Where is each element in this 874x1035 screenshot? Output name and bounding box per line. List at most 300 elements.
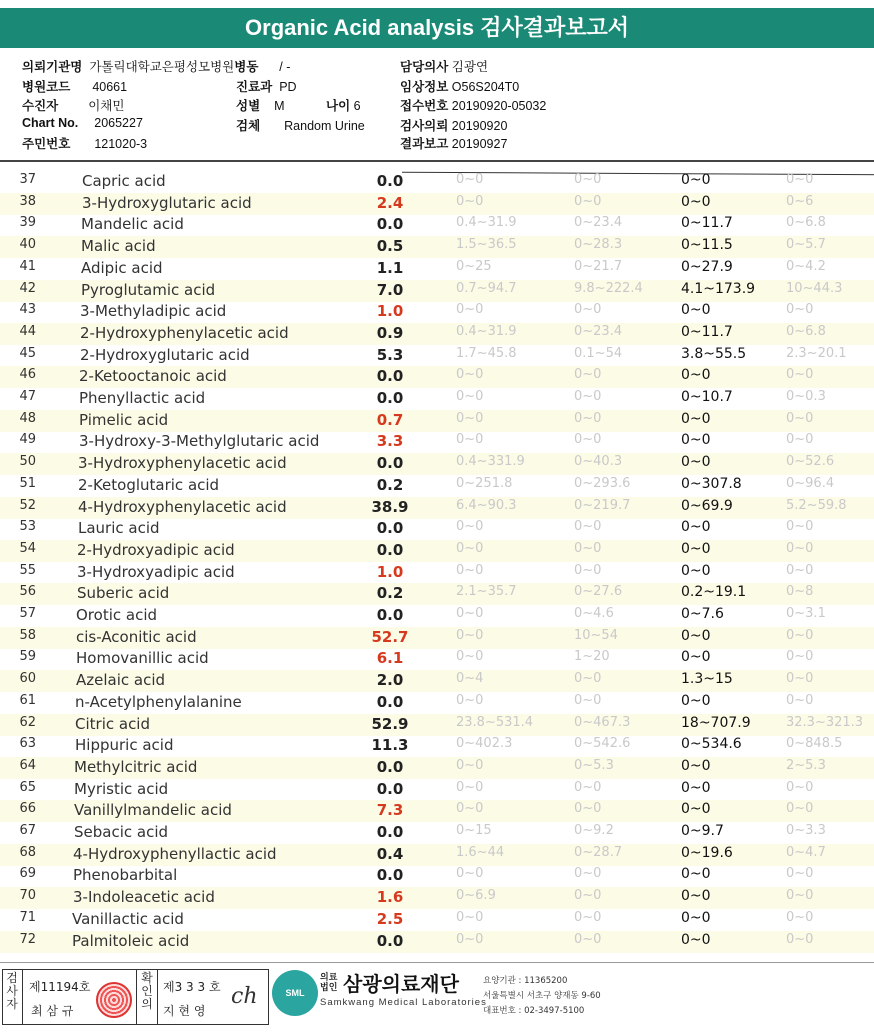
ref-range-4: 10~44.3 (786, 280, 843, 296)
result-value: 0.2 (376, 475, 404, 494)
result-value: 0.0 (376, 866, 404, 885)
ref-range-4: 0~0 (786, 562, 814, 578)
result-number: 67 (19, 823, 36, 838)
ref-range-1: 0~0 (456, 193, 484, 209)
result-row (0, 670, 874, 692)
result-value: 0.2 (376, 584, 404, 603)
ref-range-4: 32.3~321.3 (786, 714, 864, 730)
ref-range-1: 0~0 (456, 627, 484, 643)
result-row (0, 714, 874, 736)
analyte-name: Suberic acid (77, 584, 170, 603)
ref-range-1: 0~6.9 (456, 888, 496, 904)
result-number: 52 (19, 497, 36, 513)
ref-range-1: 0~0 (456, 432, 484, 448)
ref-range-2: 0~23.4 (574, 215, 623, 231)
result-number: 61 (19, 692, 36, 708)
ref-range-3: 0~534.6 (681, 736, 742, 753)
result-number: 57 (19, 606, 36, 621)
ref-range-2: 0~0 (574, 432, 602, 448)
ref-range-4: 0~52.6 (786, 454, 835, 470)
ref-range-4: 5.2~59.8 (786, 497, 847, 513)
analyte-name: Pyroglutamic acid (81, 280, 216, 299)
result-number: 70 (19, 888, 36, 904)
result-row (0, 692, 874, 714)
chart-no-info: Chart No. 2065227 (22, 116, 143, 130)
result-value: 0.0 (376, 606, 404, 624)
ref-range-4: 0~0 (786, 519, 814, 535)
signature-box (2, 969, 269, 1025)
result-value: 38.9 (371, 497, 409, 516)
result-number: 44 (19, 323, 36, 339)
age-info: 나이 6 (326, 99, 361, 113)
ref-range-3: 0~0 (681, 432, 711, 449)
ref-range-4: 0~3.3 (786, 823, 826, 838)
ref-range-2: 0~0 (574, 540, 602, 556)
result-number: 64 (19, 757, 36, 773)
ref-range-1: 0~402.3 (456, 736, 513, 752)
result-value: 1.0 (376, 562, 404, 581)
analyte-name: Vanillactic acid (72, 909, 184, 928)
ref-range-3: 0~19.6 (681, 844, 733, 861)
divider (136, 970, 137, 1024)
analyte-name: cis-Aconitic acid (76, 627, 197, 646)
result-row (0, 887, 874, 909)
result-value: 0.0 (376, 172, 404, 190)
ref-range-4: 0~3.1 (786, 606, 826, 621)
analyte-name: Azelaic acid (76, 671, 166, 690)
ref-range-1: 1.5~36.5 (456, 237, 517, 253)
ref-range-2: 0~0 (574, 389, 602, 404)
result-number: 71 (19, 909, 36, 925)
ref-range-3: 0~11.5 (681, 237, 733, 254)
ref-range-1: 0~0 (456, 389, 484, 404)
analyte-name: Vanillylmandelic acid (74, 801, 232, 820)
result-number: 60 (19, 671, 36, 687)
ref-range-2: 0~467.3 (574, 714, 631, 730)
result-number: 49 (19, 432, 36, 448)
confirmer-name: 지 현 영 (163, 1004, 206, 1018)
analyte-name: Phenobarbital (73, 866, 178, 885)
confirmer-license: 제3 3 3 호 (163, 980, 221, 994)
result-row (0, 345, 874, 367)
result-row (0, 844, 874, 866)
ref-range-1: 0~0 (456, 909, 484, 925)
ref-range-3: 0~0 (681, 519, 711, 536)
analyte-name: 4-Hydroxyphenylacetic acid (78, 497, 287, 516)
ref-range-2: 0~21.7 (574, 258, 623, 274)
title-korean: 검사결과보고서 (480, 16, 629, 41)
result-row (0, 648, 874, 670)
analyte-name: 3-Hydroxyphenylacetic acid (78, 454, 287, 473)
header-divider (0, 160, 874, 162)
result-row (0, 453, 874, 475)
result-value: 0.0 (376, 823, 404, 841)
examiner-license: 제11194호 (29, 980, 91, 994)
result-value: 6.1 (376, 649, 404, 668)
request-date-info: 검사의뢰 20190920 (400, 119, 508, 133)
analyte-name: Pimelic acid (79, 410, 169, 429)
ref-range-4: 0~8 (786, 584, 814, 600)
ref-range-1: 0~4 (456, 671, 484, 687)
org-english-name: Samkwang Medical Laboratories (320, 997, 487, 1008)
ref-range-2: 0~28.7 (574, 844, 623, 860)
result-row (0, 236, 874, 258)
result-value: 0.0 (376, 454, 404, 473)
result-value: 52.9 (371, 714, 409, 733)
result-number: 46 (19, 367, 36, 383)
ref-range-4: 0~6.8 (786, 323, 826, 339)
ref-range-1: 0~15 (456, 823, 492, 838)
ref-range-2: 0~0 (574, 562, 602, 578)
result-value: 0.0 (376, 931, 404, 950)
ref-range-3: 0~0 (681, 410, 711, 427)
result-value: 0.7 (376, 410, 404, 429)
result-value: 7.3 (376, 801, 404, 820)
ref-range-4: 2.3~20.1 (786, 345, 847, 361)
ref-range-3: 0~0 (681, 367, 711, 384)
ref-range-4: 0~0 (786, 302, 814, 318)
ref-range-1: 0~0 (456, 779, 484, 795)
ref-range-3: 4.1~173.9 (681, 280, 756, 297)
analyte-name: 3-Indoleacetic acid (73, 888, 215, 907)
ref-range-3: 0~69.9 (681, 497, 733, 514)
divider (157, 970, 158, 1024)
ref-range-1: 0~25 (456, 258, 492, 274)
result-row (0, 931, 874, 953)
examiner-name: 최 삼 규 (31, 1004, 74, 1018)
result-value: 52.7 (371, 627, 409, 646)
seal-stamp (96, 982, 132, 1018)
ref-range-3: 0~0 (681, 757, 711, 774)
result-row (0, 388, 874, 410)
result-row (0, 258, 874, 280)
result-number: 69 (19, 866, 36, 882)
result-number: 56 (19, 584, 36, 600)
ref-range-2: 0~9.2 (574, 823, 614, 838)
ref-range-2: 0~40.3 (574, 454, 623, 470)
result-number: 72 (19, 931, 36, 947)
result-row (0, 410, 874, 432)
result-value: 0.0 (376, 692, 404, 711)
sex-info: 성별 M (236, 99, 285, 113)
ref-range-3: 0~0 (681, 779, 711, 796)
analyte-name: Adipic acid (81, 258, 163, 277)
ref-range-4: 0~0 (786, 540, 814, 556)
org-type: 의료법인 (320, 973, 338, 993)
ref-range-4: 0~6.8 (786, 215, 826, 231)
result-row (0, 280, 874, 302)
report-title (0, 8, 874, 48)
result-number: 48 (19, 410, 36, 426)
result-number: 68 (19, 844, 36, 860)
hospital-code-info: 병원코드 40661 (22, 80, 128, 94)
ref-range-4: 0~848.5 (786, 736, 843, 752)
result-number: 65 (19, 779, 36, 795)
analyte-name: 3-Hydroxy-3-Methylglutaric acid (79, 432, 320, 451)
result-row (0, 323, 874, 345)
ref-range-3: 0~0 (681, 193, 711, 210)
result-row (0, 497, 874, 519)
ref-range-3: 0~10.7 (681, 389, 733, 405)
org-code: 요양기관 : 11365200 (483, 976, 568, 986)
result-number: 45 (19, 345, 36, 361)
result-value: 0.0 (376, 389, 404, 407)
ref-range-1: 0~0 (456, 801, 484, 817)
patient-info: 수진자 이채민 (22, 99, 125, 113)
ref-range-4: 0~0 (786, 671, 814, 687)
result-number: 59 (19, 649, 36, 665)
result-number: 40 (19, 237, 36, 253)
analyte-name: 2-Ketooctanoic acid (79, 367, 227, 386)
analyte-name: Hippuric acid (75, 736, 174, 755)
receipt-info: 접수번호 20190920-05032 (400, 99, 547, 113)
result-row (0, 193, 874, 215)
ref-range-1: 23.8~531.4 (456, 714, 534, 730)
ref-range-2: 0~5.3 (574, 757, 614, 773)
result-number: 43 (19, 302, 36, 318)
ref-range-1: 0~0 (456, 649, 484, 665)
examiner-label: 검사자 (6, 971, 18, 1011)
ref-range-4: 0~0 (786, 801, 814, 817)
analyte-name: Capric acid (82, 172, 166, 190)
result-number: 41 (19, 258, 36, 274)
ref-range-1: 0~0 (456, 562, 484, 578)
ref-range-1: 0~0 (456, 410, 484, 426)
ref-range-1: 0~0 (456, 931, 484, 947)
ref-range-2: 0~0 (574, 519, 602, 535)
title-english: Organic Acid analysis (245, 15, 475, 40)
ref-range-4: 0~0 (786, 779, 814, 795)
ref-range-2: 0~542.6 (574, 736, 631, 752)
analyte-name: 2-Hydroxyphenylacetic acid (80, 323, 289, 342)
result-value: 0.0 (376, 215, 404, 234)
result-row (0, 366, 874, 388)
ref-range-1: 2.1~35.7 (456, 584, 517, 600)
ref-range-3: 0~307.8 (681, 475, 742, 492)
ref-range-3: 0~0 (681, 909, 711, 926)
result-value: 0.0 (376, 779, 404, 798)
result-row (0, 301, 874, 323)
ref-range-3: 0~0 (681, 801, 711, 818)
ref-range-3: 0~0 (681, 931, 711, 948)
ref-range-2: 0~0 (574, 866, 602, 882)
analyte-name: Malic acid (81, 237, 156, 256)
ref-range-1: 0~0 (456, 519, 484, 535)
result-value: 0.0 (376, 367, 404, 386)
result-number: 66 (19, 801, 36, 817)
ref-range-2: 1~20 (574, 649, 610, 665)
ref-range-1: 6.4~90.3 (456, 497, 517, 513)
result-number: 63 (19, 736, 36, 752)
ref-range-3: 0~0 (681, 627, 711, 644)
ref-range-4: 0~96.4 (786, 475, 835, 491)
analyte-name: 2-Hydroxyglutaric acid (80, 345, 250, 364)
result-number: 53 (19, 519, 36, 535)
ref-range-2: 0~0 (574, 692, 602, 708)
result-value: 0.0 (376, 757, 404, 776)
result-value: 3.3 (376, 432, 404, 451)
result-value: 0.0 (376, 519, 404, 538)
result-row (0, 779, 874, 801)
ref-range-3: 3.8~55.5 (681, 345, 747, 362)
analyte-name: Phenyllactic acid (79, 389, 206, 407)
org-phone: 대표번호 : 02-3497-5100 (483, 1006, 585, 1016)
ref-range-2: 10~54 (574, 627, 618, 643)
ref-range-2: 0~219.7 (574, 497, 631, 513)
result-value: 0.5 (376, 237, 404, 256)
result-number: 62 (19, 714, 36, 730)
ref-range-2: 0~0 (574, 931, 602, 947)
ref-range-2: 0~28.3 (574, 237, 623, 253)
ref-range-2: 0~0 (574, 367, 602, 383)
org-name: 삼광의료재단 (343, 972, 459, 996)
result-number: 54 (19, 540, 36, 556)
ref-range-3: 0.2~19.1 (681, 584, 747, 601)
result-value: 1.0 (376, 302, 404, 321)
analyte-name: Methylcitric acid (74, 757, 198, 776)
institution-info: 의뢰기관명 가톨릭대학교은평성모병원병동 / - (22, 60, 291, 74)
ref-range-2: 0~0 (574, 888, 602, 904)
analyte-name: 2-Hydroxyadipic acid (77, 540, 235, 559)
result-row (0, 822, 874, 844)
ref-range-3: 0~0 (681, 888, 711, 905)
ref-range-3: 1.3~15 (681, 671, 733, 688)
ref-range-1: 0~0 (456, 172, 484, 187)
ref-range-4: 0~0 (786, 888, 814, 904)
ref-range-4: 0~0 (786, 931, 814, 947)
ref-range-2: 0~293.6 (574, 475, 631, 491)
ref-range-4: 0~4.2 (786, 258, 826, 274)
ref-range-1: 0~0 (456, 692, 484, 708)
ref-range-4: 0~0 (786, 432, 814, 448)
ref-range-3: 0~0 (681, 540, 711, 557)
analyte-name: 3-Hydroxyglutaric acid (82, 193, 252, 212)
doctor-info: 담당의사 김광연 (400, 60, 489, 74)
ref-range-2: 0.1~54 (574, 345, 623, 361)
analyte-name: Sebacic acid (74, 823, 169, 841)
ref-range-1: 1.7~45.8 (456, 345, 517, 361)
ref-range-1: 0.4~31.9 (456, 323, 517, 339)
result-number: 39 (19, 215, 36, 231)
sml-logo-icon: SML (272, 970, 318, 1016)
department-info: 진료과 PD (236, 80, 297, 94)
ref-range-4: 0~0.3 (786, 389, 826, 404)
ref-range-1: 0~0 (456, 367, 484, 383)
result-number: 51 (19, 475, 36, 491)
ref-range-3: 0~7.6 (681, 606, 724, 622)
result-value: 0.4 (376, 844, 404, 863)
ref-range-4: 0~0 (786, 627, 814, 643)
ref-range-4: 0~0 (786, 172, 814, 187)
result-row (0, 757, 874, 779)
ref-range-2: 0~0 (574, 801, 602, 817)
ref-range-1: 1.6~44 (456, 844, 505, 860)
analyte-name: 3-Methyladipic acid (80, 302, 227, 321)
analyte-name: Lauric acid (78, 519, 160, 538)
ref-range-2: 0~0 (574, 909, 602, 925)
result-row (0, 171, 874, 193)
ref-range-2: 0~27.6 (574, 584, 623, 600)
report-date-info: 결과보고 20190927 (400, 137, 508, 151)
result-value: 2.5 (376, 909, 404, 928)
result-row (0, 475, 874, 497)
result-row (0, 431, 874, 453)
ref-range-3: 0~0 (681, 454, 711, 471)
result-row (0, 909, 874, 931)
result-row (0, 865, 874, 887)
ref-range-4: 0~0 (786, 649, 814, 665)
result-value: 1.1 (376, 258, 404, 277)
signature-mark: ch (231, 984, 258, 1009)
ref-range-4: 0~0 (786, 692, 814, 708)
ref-range-1: 0~251.8 (456, 475, 513, 491)
ref-range-3: 0~27.9 (681, 258, 733, 275)
result-row (0, 583, 874, 605)
analyte-name: Homovanillic acid (76, 649, 209, 668)
analyte-name: 3-Hydroxyadipic acid (77, 562, 235, 581)
result-row (0, 540, 874, 562)
ref-range-1: 0~0 (456, 866, 484, 882)
ref-range-2: 0~0 (574, 172, 602, 187)
result-number: 37 (19, 172, 36, 187)
ref-range-1: 0.4~331.9 (456, 454, 525, 470)
ref-range-2: 0~0 (574, 410, 602, 426)
result-number: 55 (19, 562, 36, 578)
ref-range-2: 0~0 (574, 779, 602, 795)
result-number: 42 (19, 280, 36, 296)
result-number: 50 (19, 454, 36, 470)
ref-range-4: 0~4.7 (786, 844, 826, 860)
ref-range-2: 0~0 (574, 302, 602, 318)
result-number: 47 (19, 389, 36, 404)
ref-range-3: 0~0 (681, 172, 711, 188)
ref-range-2: 0~0 (574, 671, 602, 687)
ref-range-3: 0~0 (681, 649, 711, 666)
analyte-name: Mandelic acid (81, 215, 184, 234)
ref-range-1: 0~0 (456, 302, 484, 318)
result-value: 7.0 (376, 280, 404, 299)
confirmer-label: 확인의 (141, 971, 153, 1011)
result-number: 58 (19, 627, 36, 643)
ref-range-1: 0.7~94.7 (456, 280, 517, 296)
result-row (0, 735, 874, 757)
ref-range-3: 18~707.9 (681, 714, 751, 731)
result-value: 2.4 (376, 193, 404, 212)
result-value: 2.0 (376, 671, 404, 690)
divider (22, 970, 23, 1024)
ref-range-3: 0~0 (681, 692, 711, 709)
ref-range-1: 0~0 (456, 540, 484, 556)
result-value: 11.3 (371, 736, 409, 755)
org-address: 서울특별시 서초구 양재동 9-60 (483, 991, 601, 1001)
ref-range-4: 0~0 (786, 909, 814, 925)
ref-range-4: 2~5.3 (786, 757, 826, 773)
result-value: 0.9 (376, 323, 404, 342)
ref-range-2: 0~23.4 (574, 323, 623, 339)
analyte-name: Orotic acid (76, 606, 158, 624)
clinical-info: 임상정보 O56S204T0 (400, 80, 520, 94)
analyte-name: 4-Hydroxyphenyllactic acid (73, 844, 277, 863)
result-value: 5.3 (376, 345, 404, 364)
ref-range-3: 0~0 (681, 562, 711, 579)
result-row (0, 562, 874, 584)
result-row (0, 800, 874, 822)
ref-range-4: 0~5.7 (786, 237, 826, 253)
result-number: 38 (19, 193, 36, 209)
ref-range-4: 0~0 (786, 367, 814, 383)
result-value: 0.0 (376, 540, 404, 559)
ref-range-3: 0~0 (681, 302, 711, 319)
